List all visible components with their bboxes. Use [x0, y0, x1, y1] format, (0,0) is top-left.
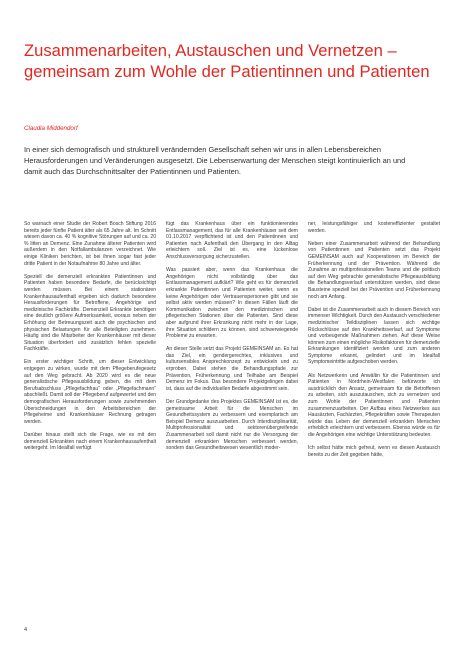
paragraph: Neben einer Zusammenarbeit während der Behandlung von Patientinnen und Patienten setzt das Projekt GEMEINSAM auch auf Kooperationen im Bereich der Früherkennung und der Prävention. Während die Zunahme an multiprofessionellen Teams und die politisch auf den Weg gebrachte generalistische Pflegeausbildung die Behandlungsverlauf unterstützen werden, sind diese Bausteine speziell bei der Prävention und Früherkennung noch am Anfang.	[308, 240, 440, 300]
paragraph: ner, leistungsfähiger und kosteneffizienter gestaltet werden.	[308, 221, 440, 234]
paragraph: So warnach einer Studie der Robert Bosch Stiftung 2016 bereits jeder fünfte Patient älter als 65 Jahre alt. Im Schnitt wiesen davon ca. 40 % kognitive Störungen auf und ca. 20 % litten an Demenz. Eine Zunahme älterer Patienten wird außerdem in den Notfallambulanzen verzeichnet. Wie einige Kliniken berichten, ist bei ihnen sogar fast jeder dritte Patient in der Notaufnahme 80 Jahre und älter.	[24, 221, 156, 267]
paragraph: Was passiert aber, wenn das Krankenhaus die Angehörigen nicht vollständig über das Entlassmanagement aufklärt? Wie geht es für demenziell erkrankte Patientinnen und Patienten weiter, wenn es keine Angehörigen oder Vertrauenspersonen gibt und sie selbst aktiv werden müssen? In diesen Fällen läuft die Kommunikation zwischen den medizinischen und pflegerischen Stationen über die Patienten. Sind diese aber aufgrund ihrer Erkrankung nicht mehr in der Lage, ihre Situation schildern zu können, sind schwerwiegende Probleme zu erwarten.	[166, 267, 298, 340]
paragraph: fügt das Krankenhaus über ein funktionierendes Entlassmanagement, das für alle Krankenhäuser seit dem 01.10.2017 verpflichtend ist und den Patientinnen und Patienten nach Aufenthalt den Übergang in den Alltag erleichtern soll. Ziel ist es, eine lückenlose Anschlussversorgung sicherzustellen.	[166, 221, 298, 260]
paragraph: An dieser Stelle setzt das Projekt GEMEINSAM an. Es hat das Ziel, ein gendergerechtes, inklusives und kultursensibles Ansprechkonzept zu entwickeln und zu erproben. Dabei stehen die Behandlungspfade zur Prävention, Früherkennung und Teilhabe am Beispiel Demenz im Fokus. Das besondere Projektgelingen dabei ist, dass auf die individuellen Bedarfe abgestimmt sein.	[166, 346, 298, 392]
paragraph: Als Netzwerkerin und Anwältin für die Patientinnen und Patienten in Nordrhein-Westfalen befürworte ich ausdrücklich den Ansatz, gemeinsam für die Betroffenen zu arbeiten, sich auszutauschen, sich zu vernetzen und zum Wohle der Patientinnen und Patienten zusammenzuarbeiten. Der Aufbau eines Netzwerkes aus Hausärzten, Fachärzten, Pflegekräften sowie Therapeuten würde das Leben der demenziell erkrankten Menschen erheblich erleichtern und verbessern. Ebenso würde es für die Angehörigen eine wichtige Unterstützung bedeuten.	[308, 372, 440, 438]
page-number: 4	[24, 627, 28, 633]
text-column-3	[308, 221, 440, 465]
article-author: Claudia Middendorf	[24, 125, 78, 132]
paragraph: Dabei ist die Zusammenarbeit auch in diesem Bereich von immenser Wichtigkeit. Durch den Austausch verschiedener medizinischer Teildisziplinen lassen sich wichtige Rückschlüsse auf den Krankheitsverlauf, auf Symptome und vorbeugende Maßnahmen ziehen. Auf diese Weise können zum einen mögliche Risikofaktoren für demenzielle Erkrankungen identifiziert werden und zum anderen Symptome erkannt, gelindert und im Idealfall Symptomeintritte aufgeschoben werden.	[308, 306, 440, 366]
paragraph: Der Grundgedanke des Projektes GEMEINSAM ist es, die gemeinsame Arbeit für die Menschen im Gesundheitssystem zu verbessern und exemplarisch am Beispiel Demenz auszuarbeiten. Durch Interdisziplinarität, Multiprofessionalität und sektorenübergreifende Zusammenarbeit soll damit nicht nur die Versorgung der demenziell erkrankten Menschen verbessert werden, sondern das Gesundheitswesen wesentlich moder-	[166, 399, 298, 452]
paragraph: Ich selbst hätte mich gefreut, wenn es diesen Austausch bereits zu der Zeit gegeben hätte,	[308, 445, 440, 458]
article-intro: In einer sich demografisch und strukturell verändernden Gesellschaft sehen wir uns in allen Lebensbereichen Herausforderungen und Veränderungen ausgesetzt. Die Lebenserwartung der Menschen steigt kontinuierlich an und damit auch das Durchschnittsalter der Patientinnen und Patienten.	[24, 145, 406, 177]
paragraph: Darüber hinaus stellt sich die Frage, wie es mit den demenziell Erkrankten nach einem Krankenhausaufenthalt weitergeht. Im Idealfall verfügt	[24, 432, 156, 452]
article-title: Zusammenarbeiten, Austauschen und Vernetzen – gemeinsam zum Wohle der Patientinnen und Patienten	[24, 41, 430, 81]
paragraph: Speziell die demenziell erkrankten Patientinnen und Patienten haben besondere Bedarfe, die berücksichtigt werden müssen. Bei einem stationären Krankenhausaufenthalt ergeben sich dadurch besondere Herausforderungen für Betroffene, Angehörige und medizinische Fachkräfte. Demenziell Erkrankte benötigen eine deutlich größere Aufmerksamkeit, woraus neben der Erhöhung der Betreuungszeit auch die psychischen und physischen Belastungen für alle Beteiligten zunehmen. Häufig sind die Mitarbeiter der Krankenhäuser mit dieser Situation überfordert und zusätzlich fehlen spezielle Fachkräfte.	[24, 273, 156, 353]
paragraph: Ein erster wichtiger Schritt, um dieser Entwicklung entgegen zu wirken, wurde mit dem Pflegeberufegesetz auf den Weg gebracht. Ab 2020 wird es die neue generalistische Pflegeausbildung geben, die mit dem Berufsabschluss „Pflegefachfrau" oder „Pflegefachmann" abschließt. Damit soll der Pflegeberuf aufgewertet und den demografischen Herausforderungen sowie zunehmenden Überschneidungen in den Arbeitsbereichen der Pflegeheime und Krankenhäuser Rechnung getragen werden.	[24, 359, 156, 425]
text-column-1	[24, 221, 156, 458]
text-column-2	[166, 221, 298, 458]
